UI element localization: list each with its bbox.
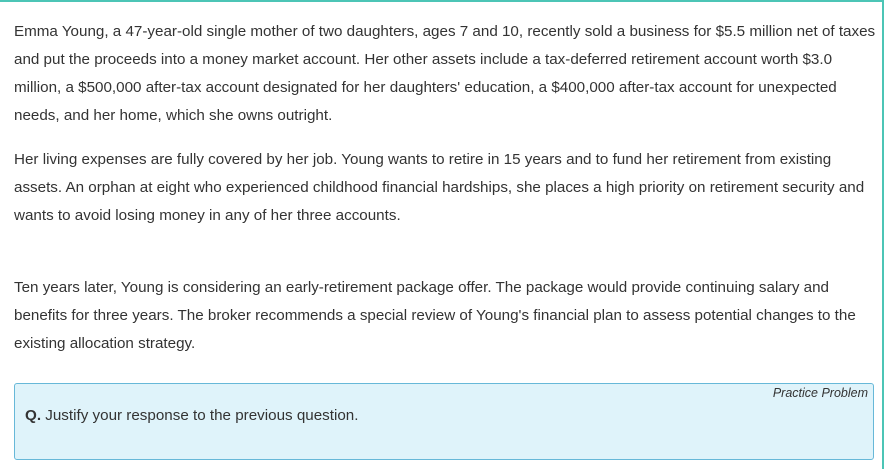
case-paragraph-3: Ten years later, Young is considering an early-retirement package offer. The package would provide continuing salary and benefits for three years. The broker recommends a special review of Young's financial plan to assess potential changes to the existing allocation strategy. — [14, 279, 856, 352]
case-paragraph-2: Her living expenses are fully covered by her job. Young wants to retire in 15 years and to fund her retirement from existing assets. An orphan at eight who experienced childhood financial hardships, she places a high priority on retirement security and wants to avoid losing money in any of her three accounts. — [14, 151, 865, 224]
case-paragraph-1: Emma Young, a 47-year-old single mother of two daughters, ages 7 and 10, recently sold a business for $5.5 million net of taxes and put the proceeds into a money market account. Her other assets include a tax-deferred retirement account worth $3.0 million, a $500,000 after-tax account designated for her daughters' education, a $400,000 after-tax account for unexpected needs, and her home, which she owns outright. — [14, 23, 876, 124]
case-study — [14, 18, 876, 358]
practice-problem-box — [14, 383, 874, 460]
question-text: Justify your response to the previous question. — [41, 407, 359, 424]
practice-problem-label: Practice Problem — [772, 386, 868, 400]
question — [25, 406, 358, 426]
question-prefix: Q. — [25, 407, 42, 424]
